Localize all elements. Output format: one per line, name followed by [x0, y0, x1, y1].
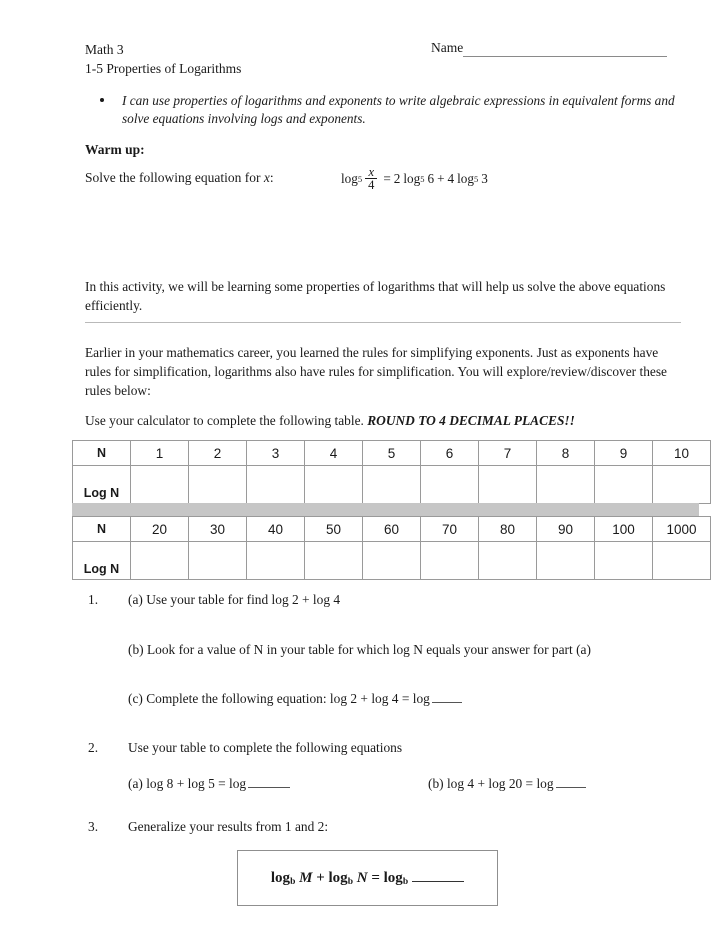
table-cell-n-top-7: 8	[537, 441, 595, 466]
table-instruction-plain: Use your calculator to complete the following table.	[85, 413, 368, 428]
lesson-title: 1-5 Properties of Logarithms	[85, 61, 242, 76]
table-cell-logn-bottom-3[interactable]	[305, 542, 363, 580]
question-2-stem: Use your table to complete the following equations	[128, 740, 403, 755]
question-3-number: 3.	[88, 819, 99, 834]
table-cell-logn-bottom-5[interactable]	[421, 542, 479, 580]
table-cell-logn-top-8[interactable]	[595, 466, 653, 504]
warm-up-log-base-rhs-2: 5	[473, 174, 479, 184]
table-cell-logn-bottom-0[interactable]	[131, 542, 189, 580]
table-cell-n-bottom-2: 40	[247, 517, 305, 542]
table-instruction	[85, 411, 681, 430]
table-cell-n-top-8: 9	[595, 441, 653, 466]
formula-log-2: log	[328, 870, 348, 886]
table-instruction-emphasis: ROUND TO 4 DECIMAL PLACES!!	[367, 413, 575, 428]
warm-up-heading: Warm up:	[85, 142, 145, 157]
warm-up-coefficient-1: 2	[393, 171, 401, 186]
formula-plus: +	[316, 870, 325, 886]
formula-base-2: b	[347, 877, 353, 887]
question-2-part-b	[428, 776, 586, 792]
formula-var-m: M	[299, 870, 313, 886]
bullet-dot-icon	[100, 98, 104, 102]
table-cell-logn-top-0[interactable]	[131, 466, 189, 504]
warm-up-equals: =	[383, 171, 391, 186]
table-cell-logn-bottom-6[interactable]	[479, 542, 537, 580]
warm-up-prompt-variable: x	[263, 170, 270, 185]
table-header-logn-bottom: Log N	[73, 542, 131, 580]
formula-equals: =	[371, 870, 380, 886]
table-cell-logn-bottom-4[interactable]	[363, 542, 421, 580]
question-2-part-a-text: (a) log 8 + log 5 = log	[128, 776, 247, 791]
table-cell-n-bottom-0: 20	[131, 517, 189, 542]
objective-text: I can use properties of logarithms and exponents to write algebraic expressions in equivalent forms and solve equations involving logs and exponents.	[122, 93, 675, 126]
formula-log-3: log	[383, 870, 403, 886]
table-cell-n-top-0: 1	[131, 441, 189, 466]
table-cell-logn-bottom-9[interactable]	[653, 542, 711, 580]
question-1-part-c-blank[interactable]	[432, 691, 462, 703]
table-cell-logn-top-6[interactable]	[479, 466, 537, 504]
table-header-n-bottom: N	[73, 517, 131, 542]
warm-up-prompt-pre: Solve the following equation for	[85, 170, 264, 185]
table-header-n-top: N	[73, 441, 131, 466]
table-cell-n-top-1: 2	[189, 441, 247, 466]
table-cell-n-top-2: 3	[247, 441, 305, 466]
table-cell-n-top-5: 6	[421, 441, 479, 466]
warm-up-log-rhs-2: log	[457, 171, 474, 186]
warm-up-fraction	[365, 166, 377, 192]
formula-answer-blank[interactable]	[412, 869, 464, 882]
formula-log-1: log	[270, 870, 291, 886]
table-cell-n-bottom-1: 30	[189, 517, 247, 542]
table-cell-logn-top-5[interactable]	[421, 466, 479, 504]
table-cell-n-bottom-5: 70	[421, 517, 479, 542]
table-cell-n-top-6: 7	[479, 441, 537, 466]
table-cell-logn-top-2[interactable]	[247, 466, 305, 504]
log-table-bottom	[72, 516, 711, 580]
table-cell-n-bottom-3: 50	[305, 517, 363, 542]
question-1-part-b: (b) Look for a value of N in your table for which log N equals your answer for part (a)	[128, 642, 591, 657]
warm-up-prompt	[85, 170, 274, 186]
log-table-top	[72, 440, 711, 504]
question-2-part-b-blank[interactable]	[556, 776, 586, 788]
warm-up-log-rhs-1: log	[403, 171, 421, 186]
warm-up-coefficient-2: 4	[447, 171, 455, 186]
question-2-part-a-blank[interactable]	[248, 776, 290, 788]
warm-up-equation	[341, 166, 488, 192]
table-cell-n-bottom-8: 100	[595, 517, 653, 542]
warm-up-log-base-rhs-1: 5	[420, 174, 425, 184]
table-cell-logn-bottom-7[interactable]	[537, 542, 595, 580]
table-cell-logn-top-4[interactable]	[363, 466, 421, 504]
warm-up-prompt-post: :	[269, 170, 274, 185]
question-1-part-c-text: (c) Complete the following equation: log 2 + log 4 = log	[128, 691, 430, 706]
warm-up-plus: +	[437, 171, 445, 186]
course-title: Math 3	[85, 42, 124, 57]
table-separator-band	[72, 503, 699, 516]
table-cell-n-top-4: 5	[363, 441, 421, 466]
table-row	[73, 542, 711, 580]
table-cell-logn-top-9[interactable]	[653, 466, 711, 504]
section-divider	[85, 322, 681, 323]
table-cell-n-top-9: 10	[653, 441, 711, 466]
warm-up-arg-1: 6	[427, 171, 435, 186]
question-2-number: 2.	[88, 740, 99, 755]
question-2-part-b-text: (b) log 4 + log 20 = log	[428, 776, 554, 791]
name-blank-line[interactable]	[463, 56, 667, 57]
table-cell-logn-bottom-8[interactable]	[595, 542, 653, 580]
question-1-number: 1.	[88, 592, 99, 607]
table-header-logn-top: Log N	[73, 466, 131, 504]
generalization-answer-box	[237, 850, 498, 906]
table-cell-logn-top-7[interactable]	[537, 466, 595, 504]
table-cell-logn-top-1[interactable]	[189, 466, 247, 504]
question-1-part-c	[128, 691, 462, 707]
table-row	[73, 517, 711, 542]
objective-bullet-item	[100, 92, 680, 128]
table-cell-n-bottom-4: 60	[363, 517, 421, 542]
warm-up-arg-2: 3	[481, 171, 488, 186]
formula-base-3: b	[402, 877, 409, 887]
formula-var-n: N	[356, 870, 368, 886]
earlier-paragraph: Earlier in your mathematics career, you learned the rules for simplifying exponents. Just as exponents have rules for simplification, logarithms also have rules for simplification. You will explore/review/discover these rules below:	[85, 345, 667, 398]
table-cell-logn-bottom-2[interactable]	[247, 542, 305, 580]
formula-base-1: b	[290, 877, 296, 887]
warm-up-log-lhs: log	[341, 171, 358, 186]
question-3-stem: Generalize your results from 1 and 2:	[128, 819, 329, 834]
table-cell-logn-top-3[interactable]	[305, 466, 363, 504]
table-cell-n-bottom-7: 90	[537, 517, 595, 542]
table-cell-n-bottom-6: 80	[479, 517, 537, 542]
table-row	[73, 441, 711, 466]
table-cell-n-top-3: 4	[305, 441, 363, 466]
table-cell-logn-bottom-1[interactable]	[189, 542, 247, 580]
fraction-numerator: x	[368, 165, 375, 179]
question-2-part-a	[128, 776, 290, 792]
generalization-formula	[271, 869, 464, 887]
name-label: Name	[431, 40, 464, 55]
fraction-denominator: 4	[365, 178, 377, 192]
warm-up-log-base-lhs: 5	[357, 174, 363, 184]
table-cell-n-bottom-9: 1000	[653, 517, 711, 542]
activity-paragraph: In this activity, we will be learning some properties of logarithms that will help us solve the above equations efficiently.	[85, 279, 666, 313]
question-1-part-a: (a) Use your table for find log 2 + log 4	[128, 592, 341, 607]
table-row	[73, 466, 711, 504]
